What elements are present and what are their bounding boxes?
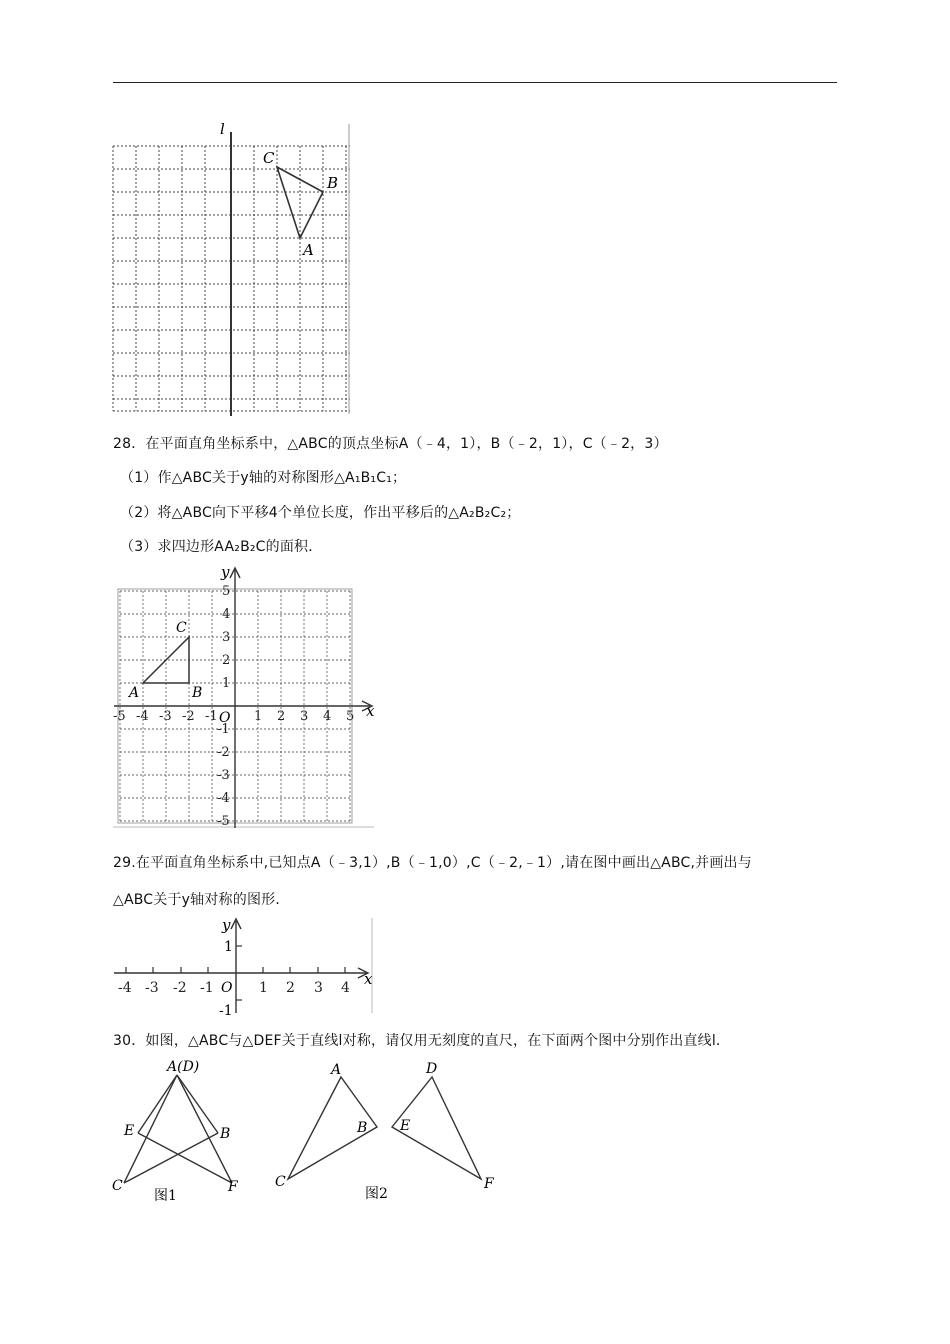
q30-fig2-label-a: A xyxy=(331,1062,342,1078)
q28-xtick: -1 xyxy=(205,709,218,724)
q30-figure-1 xyxy=(110,1055,260,1210)
q28-ytick: -3 xyxy=(217,768,230,783)
q28-x-ticks xyxy=(113,709,354,724)
q29-coordinate-figure xyxy=(110,915,380,1017)
q29-xtick: -2 xyxy=(173,980,187,996)
q28-ytick: -2 xyxy=(217,745,230,760)
q30-fig1-label-e: E xyxy=(124,1123,135,1139)
q29-xtick: 1 xyxy=(259,980,268,996)
q28-ytick: 5 xyxy=(222,584,231,599)
q30-fig2-label-f: F xyxy=(484,1176,494,1192)
q28-label-c: C xyxy=(176,620,187,636)
q27-label-b: B xyxy=(327,174,339,192)
q29-origin-label: O xyxy=(221,980,233,996)
q29-ytick: -1 xyxy=(219,1003,233,1019)
q29-xtick: -3 xyxy=(145,980,159,996)
q30-fig1-lines xyxy=(124,1075,232,1183)
q28-label-b: B xyxy=(192,685,203,701)
q28-xtick: -5 xyxy=(113,709,126,724)
q30-fig1-caption: 图1 xyxy=(154,1188,177,1204)
q30-fig1-label-f: F xyxy=(228,1179,238,1195)
q28-coordinate-figure xyxy=(110,562,380,832)
q30-stem: 30．如图，△ABC与△DEF关于直线l对称，请仅用无刻度的直尺，在下面两个图中分别作出直线l． xyxy=(113,1033,731,1049)
q29-line1: 29.在平面直角坐标系中,已知点A（﹣3,1）,B（﹣1,0）,C（﹣2,﹣1）,请在图中画出△ABC,并画出与 xyxy=(113,855,752,871)
q30-fig1-label-c: C xyxy=(112,1178,123,1194)
q30-fig2-label-e: E xyxy=(400,1118,411,1134)
q27-label-a: A xyxy=(303,241,314,259)
q28-ytick: -4 xyxy=(217,791,230,806)
q28-ytick: -1 xyxy=(217,722,230,737)
q30-fig1-label-b: B xyxy=(220,1126,231,1142)
q29-ytick: 1 xyxy=(224,939,233,955)
q30-figure-2 xyxy=(265,1055,500,1210)
q29-xtick: 2 xyxy=(286,980,295,996)
q28-xtick: -3 xyxy=(159,709,172,724)
q29-line2: △ABC关于y轴对称的图形． xyxy=(113,892,290,908)
q28-ytick: 2 xyxy=(222,653,231,668)
q28-part1: （1）作△ABC关于y轴的对称图形△A₁B₁C₁； xyxy=(120,470,407,486)
q28-ytick: 3 xyxy=(222,630,231,645)
q30-fig2-caption: 图2 xyxy=(365,1186,388,1202)
q29-xtick: -4 xyxy=(118,980,132,996)
q28-label-a: A xyxy=(129,685,140,701)
q28-ytick: -5 xyxy=(217,814,230,829)
q28-x-label: x xyxy=(366,702,375,720)
q27-label-c: C xyxy=(263,149,275,167)
q28-ytick: 1 xyxy=(222,676,231,691)
q28-xtick: 2 xyxy=(277,709,286,724)
q28-stem: 28．在平面直角坐标系中，△ABC的顶点坐标A（﹣4，1），B（﹣2，1），C（﹣2，3） xyxy=(113,436,668,452)
q29-xtick: -1 xyxy=(200,980,214,996)
q29-x-label: x xyxy=(364,970,373,988)
q28-ytick: 4 xyxy=(222,607,231,622)
q30-fig1-label-ad: A(D) xyxy=(167,1059,200,1075)
q28-xtick: 3 xyxy=(300,709,309,724)
q28-xtick: -4 xyxy=(136,709,149,724)
q28-part3: （3）求四边形AA₂B₂C的面积． xyxy=(120,539,323,555)
q30-fig2-label-d: D xyxy=(426,1061,438,1077)
header-rule xyxy=(113,82,837,83)
q28-xtick: -2 xyxy=(182,709,195,724)
q29-xtick: 3 xyxy=(314,980,323,996)
q28-part2: （2）将△ABC向下平移4个单位长度，作出平移后的△A₂B₂C₂； xyxy=(120,505,521,521)
q29-y-label: y xyxy=(222,916,231,934)
q30-fig2-label-c: C xyxy=(275,1174,286,1190)
q28-xtick: 5 xyxy=(346,709,355,724)
q28-xtick: 1 xyxy=(254,709,263,724)
q28-origin-label: O xyxy=(219,710,231,726)
q30-fig2-label-b: B xyxy=(357,1120,368,1136)
q27-figure xyxy=(110,120,355,418)
q28-xtick: 4 xyxy=(323,709,332,724)
line-l-label: l xyxy=(220,120,225,138)
q29-xtick: 4 xyxy=(341,980,350,996)
q29-x-ticks xyxy=(118,980,350,996)
q28-y-label: y xyxy=(221,563,230,581)
